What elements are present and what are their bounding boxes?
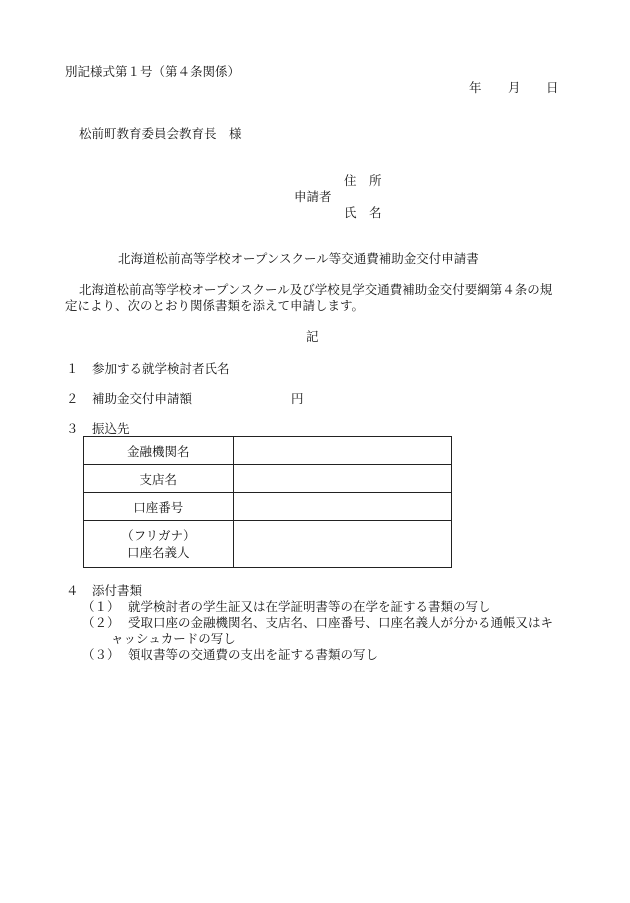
item-2-unit: 円	[291, 391, 304, 406]
bank-name-field[interactable]	[233, 437, 451, 465]
attachment-1-text: 就学検討者の学生証又は在学証明書等の在学を証する書類の写し	[128, 599, 491, 614]
attachment-2-text-cont: ャッシュカードの写し	[111, 631, 236, 646]
item-3-text: 振込先	[92, 421, 130, 436]
branch-field[interactable]	[233, 465, 451, 493]
attachment-1-number: （１）	[82, 599, 120, 614]
attachment-2-text: 受取口座の金融機関名、支店名、口座番号、口座名義人が分かる通帳又はキ	[128, 615, 554, 630]
item-2-text: 補助金交付申請額	[92, 391, 193, 406]
bank-name-label: 金融機関名	[84, 437, 234, 465]
attachment-3-text: 領収書等の交通費の支出を証する書類の写し	[128, 647, 379, 662]
form-number: 別記様式第１号（第４条関係）	[65, 64, 241, 79]
date-month: 月	[508, 80, 521, 95]
account-number-field[interactable]	[233, 493, 451, 521]
document-title: 北海道松前高等学校オープンスクール等交通費補助金交付申請書	[118, 251, 479, 266]
intro-line-2: 定により、次のとおり関係書類を添えて申請します。	[65, 298, 365, 313]
item-2-number: ２	[66, 391, 79, 406]
account-holder-field[interactable]	[233, 521, 451, 568]
applicant-address-label: 住 所	[344, 173, 382, 188]
item-1-number: １	[66, 361, 79, 376]
account-number-label: 口座番号	[84, 493, 234, 521]
account-holder-label-cell	[84, 521, 234, 568]
account-holder-label: 口座名義人	[127, 545, 190, 560]
table-row	[84, 493, 452, 521]
item-4-number: ４	[66, 583, 79, 598]
applicant-label: 申請者	[294, 189, 332, 204]
attachment-3-number: （３）	[82, 647, 120, 662]
branch-label: 支店名	[84, 465, 234, 493]
date-year: 年	[469, 80, 482, 95]
ki-heading: 記	[306, 329, 319, 344]
attachment-2-number: （２）	[82, 615, 120, 630]
item-4-text: 添付書類	[92, 583, 143, 598]
applicant-name-label: 氏 名	[344, 205, 382, 220]
table-row	[84, 465, 452, 493]
furigana-label: （フリガナ）	[121, 528, 196, 543]
intro-line-1: 北海道松前高等学校オープンスクール及び学校見学交通費補助金交付要綱第４条の規	[79, 282, 553, 297]
item-3-number: ３	[66, 421, 79, 436]
table-row	[84, 437, 452, 465]
item-1-text: 参加する就学検討者氏名	[92, 361, 230, 376]
date-day: 日	[546, 80, 559, 95]
addressee: 松前町教育委員会教育長 様	[79, 126, 242, 141]
table-row	[84, 521, 452, 568]
bank-transfer-table	[83, 436, 452, 568]
